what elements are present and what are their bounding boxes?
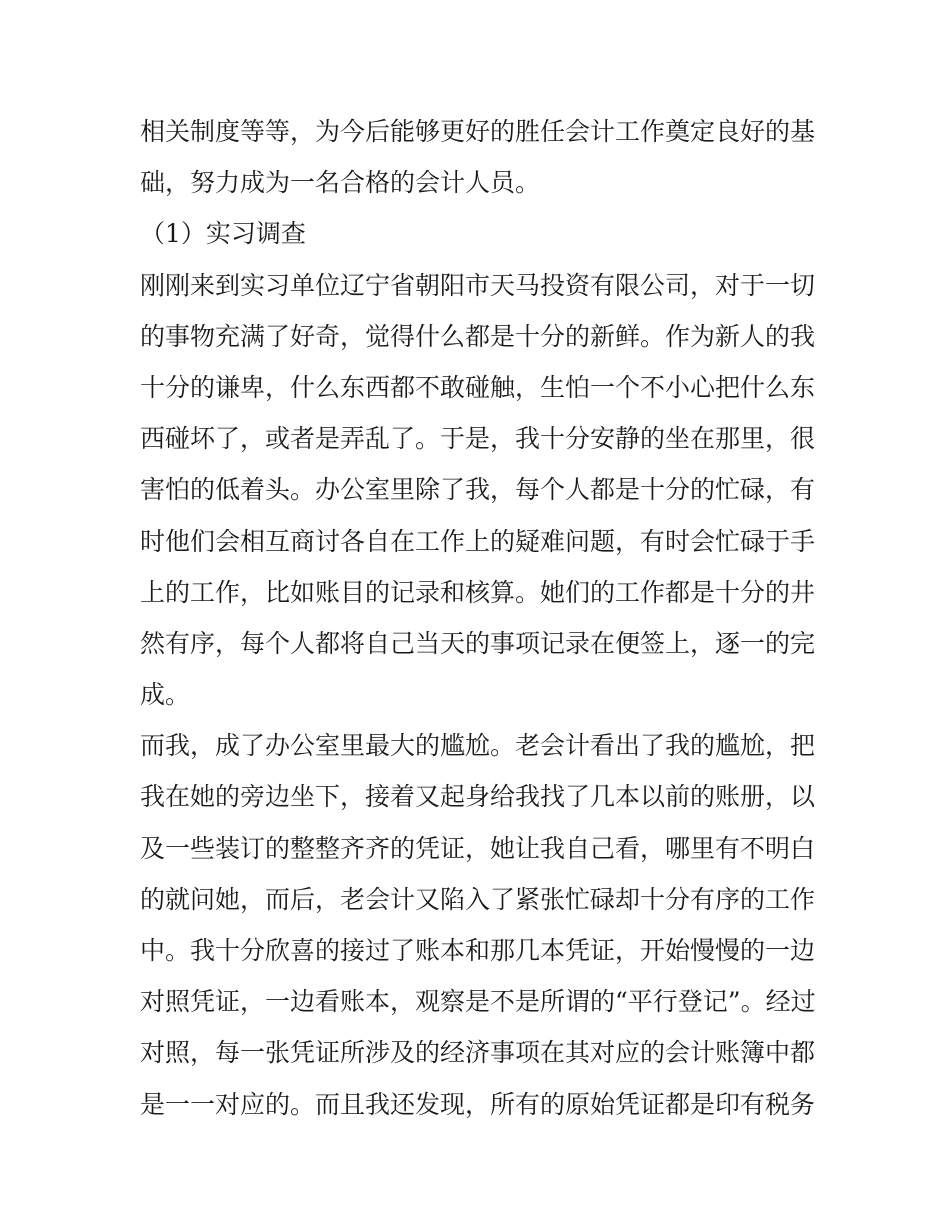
text-line: 害怕的低着头。办公室里除了我，每个人都是十分的忙碌，有 <box>140 475 816 505</box>
text-line: 然有序，每个人都将自己当天的事项记录在便签上，逐一的完 <box>140 628 816 658</box>
text-line: 上的工作，比如账目的记录和核算。她们的工作都是十分的井 <box>140 577 816 607</box>
text-line: 成。 <box>140 680 191 710</box>
text-line: 刚刚来到实习单位辽宁省朝阳市天马投资有限公司，对于一切 <box>140 270 816 300</box>
text-line: 我在她的旁边坐下，接着又起身给我找了几本以前的账册，以 <box>140 782 816 812</box>
text-line: 对照凭证，一边看账本，观察是不是所谓的“平行登记”。经过 <box>140 987 816 1017</box>
text-line: 的事物充满了好奇，觉得什么都是十分的新鲜。作为新人的我 <box>140 321 816 351</box>
section-heading: （1）实习调查 <box>140 219 306 249</box>
text-line: 是一一对应的。而且我还发现，所有的原始凭证都是印有税务 <box>140 1089 816 1119</box>
text-line: 及一些装订的整整齐齐的凭证，她让我自己看，哪里有不明白 <box>140 833 816 863</box>
text-line: 时他们会相互商讨各自在工作上的疑难问题，有时会忙碌于手 <box>140 526 816 556</box>
text-line: 西碰坏了，或者是弄乱了。于是，我十分安静的坐在那里，很 <box>140 424 816 454</box>
text-line: 相关制度等等，为今后能够更好的胜任会计工作奠定良好的基 <box>140 117 816 146</box>
text-line: 中。我十分欣喜的接过了账本和那几本凭证，开始慢慢的一边 <box>140 936 816 965</box>
text-line: 而我，成了办公室里最大的尴尬。老会计看出了我的尴尬，把 <box>140 731 816 761</box>
text-line: 的就问她，而后，老会计又陷入了紧张忙碌却十分有序的工作 <box>140 884 816 914</box>
text-line: 础，努力成为一名合格的会计人员。 <box>140 168 541 198</box>
text-line: 对照，每一张凭证所涉及的经济事项在其对应的会计账簿中都 <box>140 1038 816 1068</box>
body-text <box>140 106 820 1130</box>
text-line: 十分的谦卑，什么东西都不敢碰触，生怕一个不小心把什么东 <box>140 372 816 402</box>
